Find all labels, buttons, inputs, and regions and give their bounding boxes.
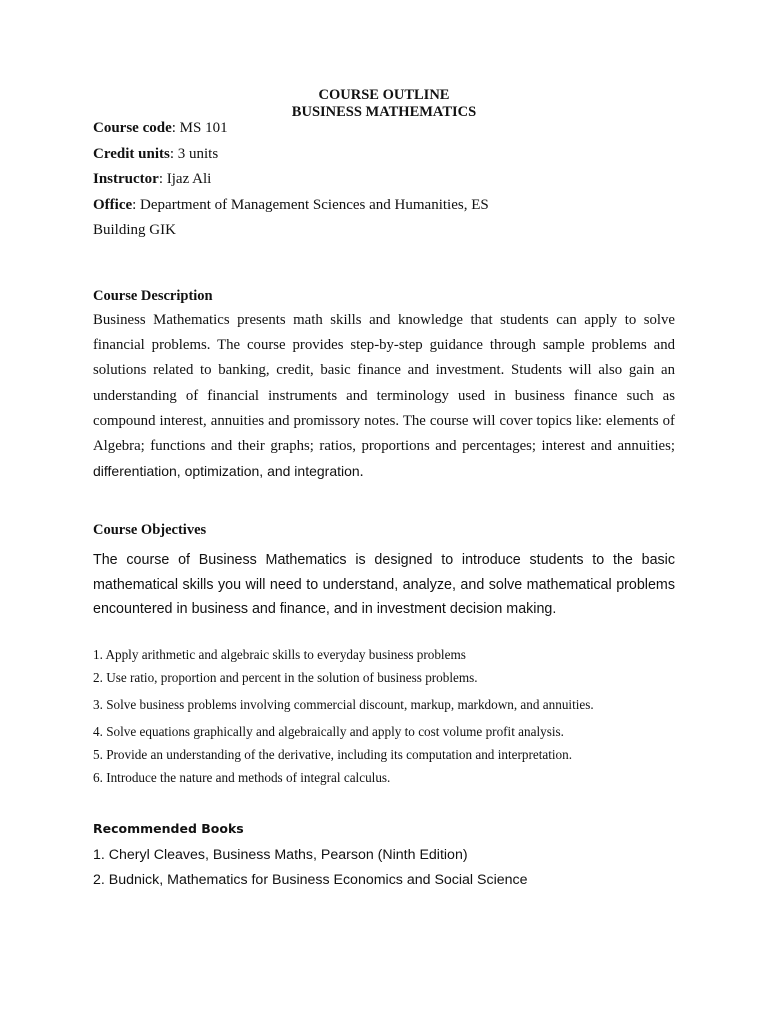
course-info <box>93 116 675 244</box>
course-description-text <box>93 308 675 485</box>
objective-item: 4. Solve equations graphically and algebraically and apply to cost volume profit analysis. <box>93 724 564 739</box>
credit-units-value: : 3 units <box>169 145 219 162</box>
objective-item: 3. Solve business problems involving commercial discount, markup, markdown, and annuities. <box>93 697 594 712</box>
objective-item: 5. Provide an understanding of the derivative, including its computation and interpretation. <box>93 747 573 762</box>
office-row-continued: Building GIK <box>93 222 176 238</box>
instructor-label: Instructor <box>93 171 159 187</box>
course-description-heading: Course Description <box>93 288 213 304</box>
book-item: 2. Budnick, Mathematics for Business Economics and Social Science <box>93 872 528 888</box>
instructor-value: : Ijaz Ali <box>158 171 212 187</box>
page-title-line1: COURSE OUTLINE <box>318 87 450 103</box>
recommended-books-heading: Recommended Books <box>93 821 244 836</box>
course-code-row <box>93 116 675 142</box>
course-description-topics: differentiation, optimization, and integration <box>93 463 360 480</box>
book-item: 1. Cheryl Cleaves, Business Maths, Pearson (Ninth Edition) <box>93 847 468 863</box>
office-value: : Department of Management Sciences and Humanities, ES <box>132 196 489 213</box>
objective-item: 1. Apply arithmetic and algebraic skills to everyday business problems <box>93 647 466 662</box>
course-description-end: . <box>359 464 364 481</box>
course-code-label: Course code <box>93 120 172 136</box>
course-objectives-heading: Course Objectives <box>93 522 207 538</box>
credit-units-row <box>93 142 675 168</box>
course-description-body: Business Mathematics presents math skills and knowledge that students can apply to solve financial problems. The course provides step-by-step guidance through sample problems and solutions related to banking, credit, basic finance and investment. Students will also gain an understanding of financial instruments and terminology used in business finance such as compound interest, annuities and promissory notes. The course will cover topics like: elements of Algebra; functions and their graphs; ratios, proportions and percentages; interest and annuities; <box>93 312 675 455</box>
course-code-value: : MS 101 <box>171 120 228 136</box>
instructor-row <box>93 167 675 193</box>
page-title-line2: BUSINESS MATHEMATICS <box>291 104 477 120</box>
office-label: Office <box>93 196 133 213</box>
course-objectives-intro: The course of Business Mathematics is designed to introduce students to the basic mathematical skills you will need to understand, analyze, and solve mathematical problems encountered in business and finance, and in investment decision making. <box>93 552 675 617</box>
credit-units-label: Credit units <box>93 145 170 162</box>
objective-item: 6. Introduce the nature and methods of integral calculus. <box>93 770 391 785</box>
office-row <box>93 193 675 219</box>
objective-item: 2. Use ratio, proportion and percent in the solution of business problems. <box>93 670 478 685</box>
